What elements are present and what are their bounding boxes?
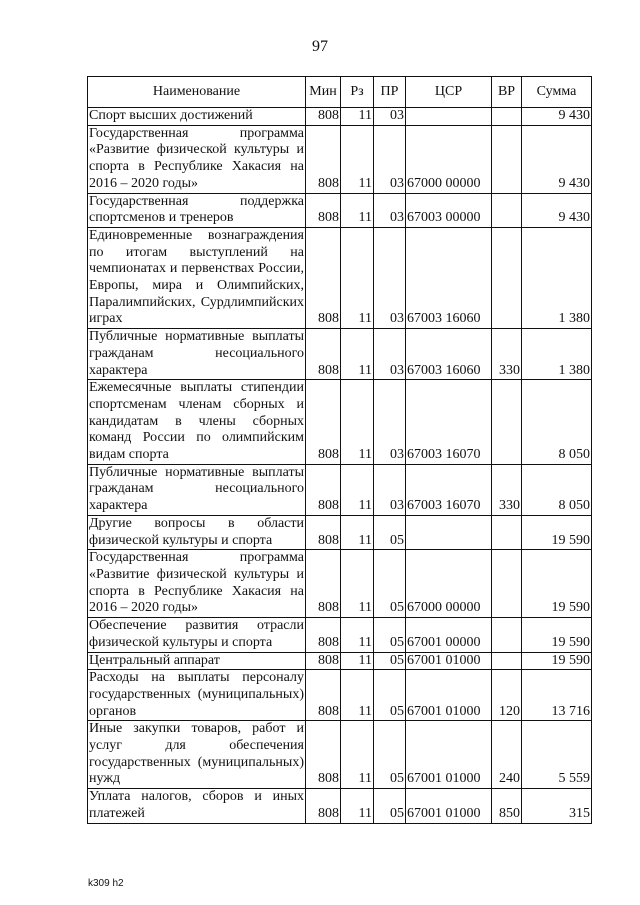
cell-min: 808 [306, 652, 341, 670]
table-row [88, 193, 592, 227]
cell-vr: 240 [492, 721, 522, 789]
cell-csr: 67001 01000 [406, 670, 492, 721]
cell-csr: 67000 00000 [406, 550, 492, 618]
cell-vr [492, 380, 522, 465]
cell-csr: 67001 01000 [406, 652, 492, 670]
cell-min: 808 [306, 789, 341, 823]
cell-min: 808 [306, 721, 341, 789]
cell-sum: 8 050 [522, 380, 592, 465]
cell-min: 808 [306, 329, 341, 380]
cell-name: Иные закупки товаров, работ и услуг для обеспечения государственных (муниципальных) нужд [88, 721, 306, 789]
cell-vr: 120 [492, 670, 522, 721]
table-row [88, 721, 592, 789]
cell-vr: 330 [492, 464, 522, 515]
cell-sum: 1 380 [522, 227, 592, 328]
cell-name: Расходы на выплаты персоналу государственных (муниципальных) органов [88, 670, 306, 721]
header-csr: ЦСР [406, 77, 492, 108]
cell-pr: 05 [374, 618, 406, 652]
cell-rz: 11 [341, 670, 374, 721]
table-row [88, 227, 592, 328]
cell-min: 808 [306, 515, 341, 549]
cell-vr: 330 [492, 329, 522, 380]
cell-pr: 05 [374, 515, 406, 549]
cell-vr [492, 193, 522, 227]
cell-name: Ежемесячные выплаты стипендии спортсменам членам сборных и кандидатам в члены сборных команд России по олимпийским видам спорта [88, 380, 306, 465]
cell-rz: 11 [341, 550, 374, 618]
cell-name: Публичные нормативные выплаты гражданам несоциального характера [88, 329, 306, 380]
page-number: 97 [312, 38, 328, 55]
cell-name: Государственная программа «Развитие физической культуры и спорта в Республике Хакасия на 2016 – 2020 годы» [88, 550, 306, 618]
table-row [88, 618, 592, 652]
cell-sum: 5 559 [522, 721, 592, 789]
cell-csr: 67001 01000 [406, 721, 492, 789]
cell-pr: 03 [374, 329, 406, 380]
cell-vr [492, 125, 522, 193]
cell-name: Уплата налогов, сборов и иных платежей [88, 789, 306, 823]
cell-name: Государственная поддержка спортсменов и тренеров [88, 193, 306, 227]
cell-vr [492, 652, 522, 670]
table-row [88, 652, 592, 670]
cell-csr: 67000 00000 [406, 125, 492, 193]
cell-name: Обеспечение развития отрасли физической культуры и спорта [88, 618, 306, 652]
cell-name: Центральный аппарат [88, 652, 306, 670]
cell-rz: 11 [341, 652, 374, 670]
cell-pr: 03 [374, 380, 406, 465]
cell-sum: 19 590 [522, 652, 592, 670]
cell-min: 808 [306, 464, 341, 515]
cell-name: Государственная программа «Развитие физической культуры и спорта в Республике Хакасия на 2016 – 2020 годы» [88, 125, 306, 193]
cell-min: 808 [306, 670, 341, 721]
cell-csr: 67003 00000 [406, 193, 492, 227]
cell-rz: 11 [341, 380, 374, 465]
table-row [88, 108, 592, 126]
cell-name: Другие вопросы в области физической культуры и спорта [88, 515, 306, 549]
cell-min: 808 [306, 125, 341, 193]
cell-name: Спорт высших достижений [88, 108, 306, 126]
table-row [88, 125, 592, 193]
cell-vr: 850 [492, 789, 522, 823]
table-row [88, 464, 592, 515]
cell-sum: 19 590 [522, 550, 592, 618]
cell-sum: 19 590 [522, 618, 592, 652]
cell-vr [492, 227, 522, 328]
header-name: Наименование [88, 77, 306, 108]
cell-vr [492, 515, 522, 549]
cell-name: Публичные нормативные выплаты гражданам несоциального характера [88, 464, 306, 515]
cell-sum: 1 380 [522, 329, 592, 380]
cell-sum: 9 430 [522, 108, 592, 126]
header-rz: Рз [341, 77, 374, 108]
cell-rz: 11 [341, 193, 374, 227]
cell-pr: 05 [374, 721, 406, 789]
table-header-row [88, 77, 592, 108]
cell-vr [492, 108, 522, 126]
cell-sum: 315 [522, 789, 592, 823]
cell-sum: 9 430 [522, 125, 592, 193]
cell-pr: 05 [374, 550, 406, 618]
cell-min: 808 [306, 193, 341, 227]
cell-pr: 05 [374, 789, 406, 823]
cell-rz: 11 [341, 227, 374, 328]
cell-rz: 11 [341, 515, 374, 549]
cell-pr: 03 [374, 108, 406, 126]
header-min: Мин [306, 77, 341, 108]
cell-csr: 67001 00000 [406, 618, 492, 652]
cell-min: 808 [306, 108, 341, 126]
cell-pr: 05 [374, 670, 406, 721]
table-row [88, 550, 592, 618]
cell-csr: 67003 16070 [406, 464, 492, 515]
cell-pr: 03 [374, 193, 406, 227]
cell-rz: 11 [341, 789, 374, 823]
cell-vr [492, 618, 522, 652]
cell-min: 808 [306, 618, 341, 652]
cell-sum: 19 590 [522, 515, 592, 549]
cell-csr [406, 515, 492, 549]
cell-rz: 11 [341, 329, 374, 380]
table-body [88, 108, 592, 824]
cell-rz: 11 [341, 464, 374, 515]
table-row [88, 789, 592, 823]
cell-min: 808 [306, 380, 341, 465]
cell-min: 808 [306, 227, 341, 328]
table-row [88, 670, 592, 721]
cell-csr [406, 108, 492, 126]
table-row [88, 380, 592, 465]
cell-pr: 05 [374, 652, 406, 670]
cell-csr: 67003 16060 [406, 227, 492, 328]
cell-sum: 9 430 [522, 193, 592, 227]
header-vr: ВР [492, 77, 522, 108]
cell-rz: 11 [341, 125, 374, 193]
cell-vr [492, 550, 522, 618]
cell-rz: 11 [341, 108, 374, 126]
table-row [88, 515, 592, 549]
cell-name: Единовременные вознаграждения по итогам выступлений на чемпионатах и первенствах России, Европы, мира и Олимпийских, Паралимпийских, Сурдлимпийских играх [88, 227, 306, 328]
cell-rz: 11 [341, 721, 374, 789]
cell-csr: 67003 16070 [406, 380, 492, 465]
cell-sum: 8 050 [522, 464, 592, 515]
table-row [88, 329, 592, 380]
cell-pr: 03 [374, 227, 406, 328]
header-pr: ПР [374, 77, 406, 108]
cell-csr: 67003 16060 [406, 329, 492, 380]
cell-csr: 67001 01000 [406, 789, 492, 823]
footer-code: k309 h2 [88, 878, 124, 889]
cell-pr: 03 [374, 464, 406, 515]
budget-table [87, 76, 592, 824]
header-sum: Сумма [522, 77, 592, 108]
cell-sum: 13 716 [522, 670, 592, 721]
cell-min: 808 [306, 550, 341, 618]
cell-rz: 11 [341, 618, 374, 652]
cell-pr: 03 [374, 125, 406, 193]
